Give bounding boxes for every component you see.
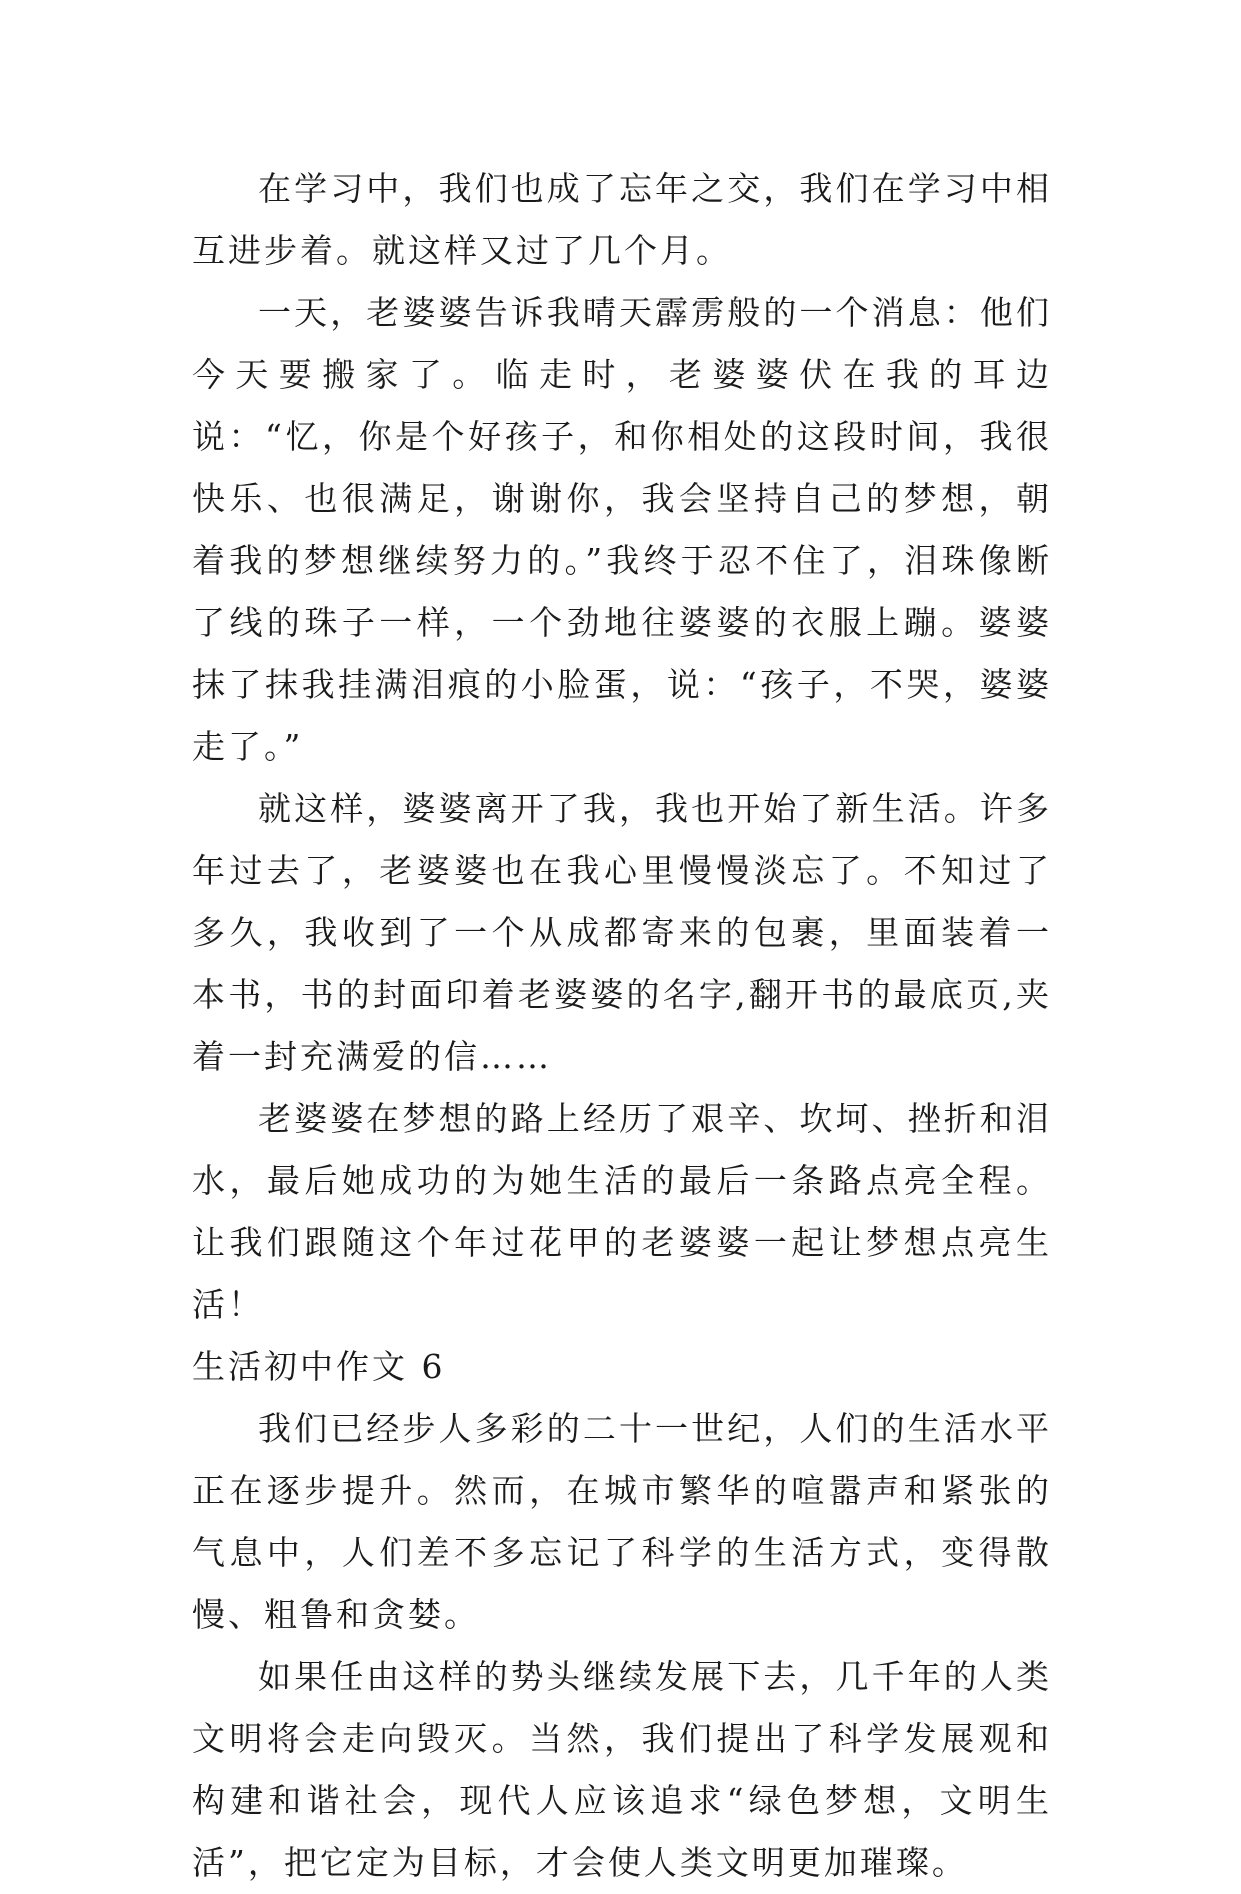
- section-heading: 生活初中作文 6: [192, 1347, 446, 1386]
- paragraph: 在学习中，我们也成了忘年之交，我们在学习中相互进步着。就这样又过了几个月。: [192, 169, 1052, 270]
- paragraph: 我们已经步人多彩的二十一世纪，人们的生活水平正在逐步提升。然而，在城市繁华的喧嚣声和紧张的气息中，人们差不多忘记了科学的生活方式，变得散慢、粗鲁和贪婪。: [192, 1409, 1052, 1634]
- paragraph: 如果任由这样的势头继续发展下去，几千年的人类文明将会走向毁灭。当然，我们提出了科学发展观和构建和谐社会，现代人应该追求“绿色梦想，文明生活”，把它定为目标，才会使人类文明更加璀璨。: [192, 1657, 1052, 1882]
- paragraph: 就这样，婆婆离开了我，我也开始了新生活。许多年过去了，老婆婆也在我心里慢慢淡忘了。不知过了多久，我收到了一个从成都寄来的包裹，里面装着一本书，书的封面印着老婆婆的名字,翻开书的最底页,夹着一封充满爱的信……: [192, 789, 1052, 1076]
- document-page: [192, 158, 1052, 1894]
- paragraph: 一天，老婆婆告诉我晴天霹雳般的一个消息：他们今天要搬家了。临走时，老婆婆伏在我的耳边说：“忆，你是个好孩子，和你相处的这段时间，我很快乐、也很满足，谢谢你，我会坚持自己的梦想，朝着我的梦想继续努力的。”我终于忍不住了，泪珠像断了线的珠子一样，一个劲地往婆婆的衣服上蹦。婆婆抹了抹我挂满泪痕的小脸蛋，说：“孩子，不哭，婆婆走了。”: [192, 293, 1052, 766]
- paragraph: 老婆婆在梦想的路上经历了艰辛、坎坷、挫折和泪水，最后她成功的为她生活的最后一条路点亮全程。让我们跟随这个年过花甲的老婆婆一起让梦想点亮生活！: [192, 1099, 1052, 1324]
